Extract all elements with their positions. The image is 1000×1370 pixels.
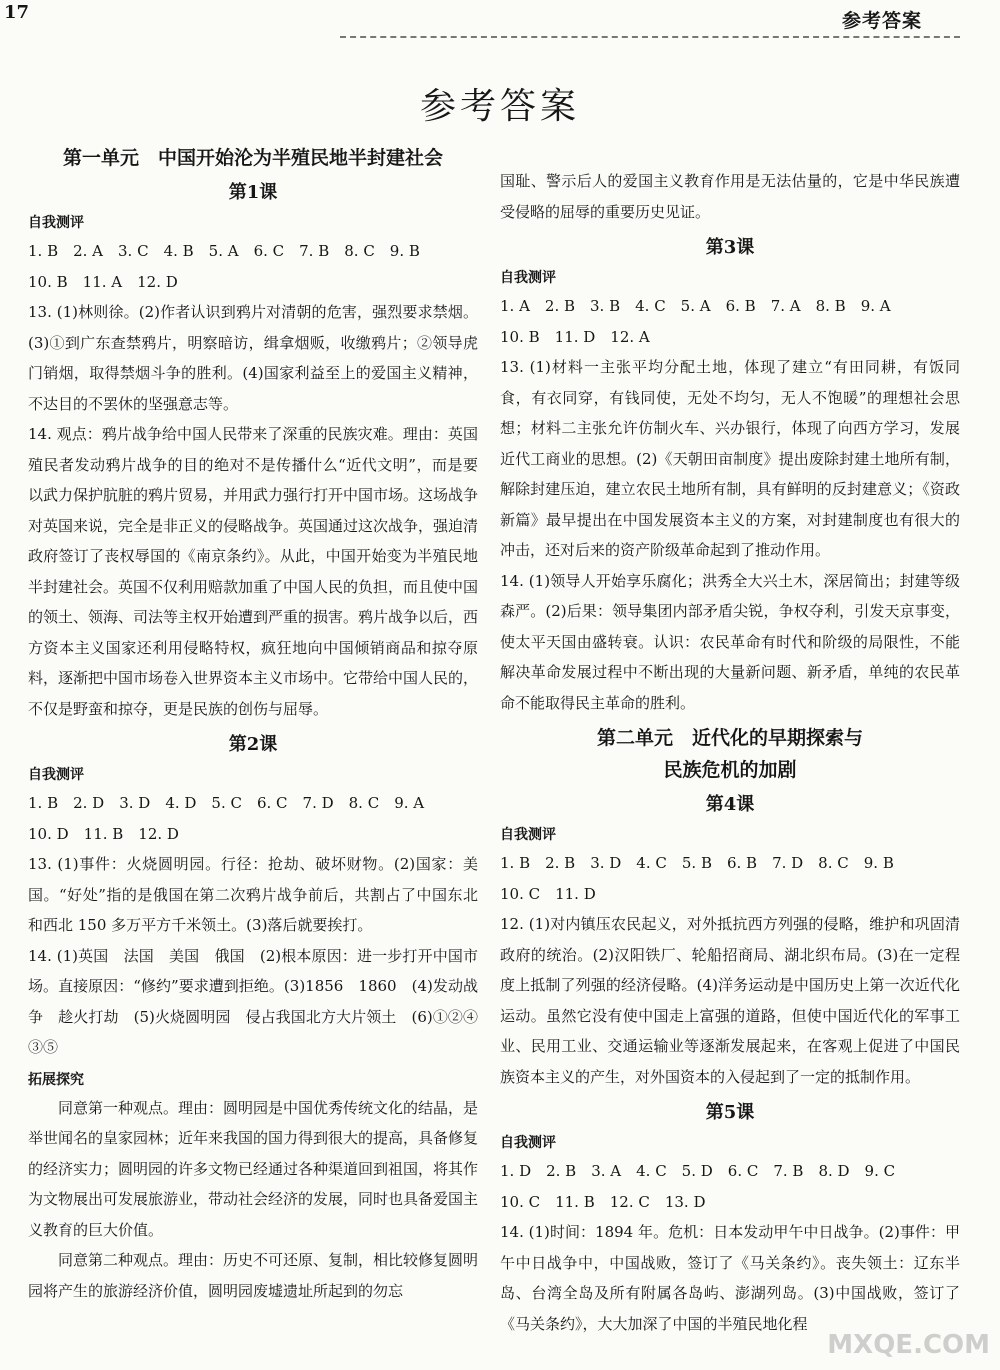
- lesson2-para: 同意第一种观点。理由：圆明园是中国优秀传统文化的结晶，是举世闻名的皇家园林；近年来我国的国力得到很大的提高，具备修复的经济实力；圆明园的许多文物已经通过各种渠道回到祖国，将其作为文物展出可发展旅游业，带动社会经济的发展，同时也具备爱国主义教育的巨大价值。: [28, 1098, 479, 1239]
- lesson1-line: 14. 观点：鸦片战争给中国人民带来了深重的民族灾难。理由：英国殖民者发动鸦片战争的目的绝对不是传播什么“近代文明”，而是要以武力保护肮脏的鸦片贸易，并用武力强行打开中国市场。这场战争对英国来说，完全是非正义的侵略战争。英国通过这次战争，强迫清政府签订了丧权辱国的《南京条约》。从此，中国开始变为半殖民地半封建社会。英国不仅利用赔款加重了中国人民的负担，而且使中国的领土、领海、司法等主权开始遭到严重的损害。鸦片战争以后，西方资本主义国家还利用侵略特权，疯狂地向中国倾销商品和掠夺原料，逐渐把中国市场卷入世界资本主义市场中。它带给中国人民的，不仅是野蛮和掠夺，更是民族的创伤与屈辱。: [28, 425, 479, 718]
- lesson5-line: 14. (1)时间：1894 年。危机：日本发动甲午中日战争。(2)事件：甲午中日战争中，中国战败，签订了《马关条约》。丧失领土：辽东半岛、台湾全岛及所有附属各岛屿、澎湖列岛。(3)中国战败，签订了《马关条约》，大大加深了中国的半殖民地化程: [500, 1223, 961, 1333]
- lesson5-section: 自我测评: [500, 1135, 556, 1151]
- right-column: [500, 140, 960, 1339]
- lesson4-title: 第4课: [705, 794, 755, 815]
- lesson1-title: 第1课: [228, 182, 278, 203]
- lesson3-line: 1. A 2. B 3. B 4. C 5. A 6. B 7. A 8. B 9. A: [500, 297, 891, 315]
- lesson4-line: 1. B 2. B 3. D 4. C 5. B 6. B 7. D 8. C 9. B: [500, 854, 894, 872]
- lesson2-line: 10. D 11. B 12. D: [28, 824, 179, 843]
- lesson2-section: 自我测评: [28, 767, 84, 783]
- corner-mark: 17: [4, 2, 30, 23]
- lesson5-title: 第5课: [705, 1102, 755, 1123]
- lesson3-section: 自我测评: [500, 270, 556, 286]
- lesson2-para: 同意第二种观点。理由：历史不可还原、复制，相比较修复圆明园将产生的旅游经济价值，圆明园废墟遗址所起到的勿忘: [28, 1251, 479, 1300]
- lesson2-line: 1. B 2. D 3. D 4. D 5. C 6. C 7. D 8. C 9. A: [28, 794, 425, 812]
- lesson2-title: 第2课: [228, 734, 278, 755]
- unit2-title-line2: 民族危机的加剧: [663, 759, 797, 781]
- lesson5-line: 1. D 2. B 3. A 4. C 5. D 6. C 7. B 8. D 9. C: [500, 1162, 896, 1180]
- lesson2-section2: 拓展探究: [28, 1071, 84, 1088]
- lesson4-line: 10. C 11. D: [500, 884, 596, 903]
- lesson2-line: 14. (1)英国 法国 美国 俄国 (2)根本原因：进一步打开中国市场。直接原因：“修约”要求遭到拒绝。(3)1856 1860 (4)发动战争 趁火打劫 (5)火烧圆明园 侵占我国北方大片领土 (6)①②④ ③⑤: [28, 946, 494, 1056]
- lesson4-section: 自我测评: [500, 827, 556, 843]
- page-title: 参考答案: [419, 86, 580, 127]
- lesson3-title: 第3课: [705, 237, 755, 258]
- lesson5-line: 10. C 11. B 12. C 13. D: [500, 1192, 706, 1211]
- lesson1-line: 1. B 2. A 3. C 4. B 5. A 6. C 7. B 8. C 9. B: [28, 242, 420, 260]
- lesson2-line: 13. (1)事件：火烧圆明园。行径：抢劫、破坏财物。(2)国家：美国。“好处”指的是俄国在第二次鸦片战争前后，共割占了中国东北和西北 150 多万平方千米领土。(3)落后就要挨打。: [28, 855, 478, 934]
- lesson3-line: 10. B 11. D 12. A: [500, 327, 650, 346]
- left-column: [28, 140, 494, 1306]
- lesson4-line: 12. (1)对内镇压农民起义，对外抵抗西方列强的侵略，维护和巩固清政府的统治。(2)汉阳铁厂、轮船招商局、湖北织布局。(3)在一定程度上抵制了列强的经济侵略。(4)洋务运动是中国历史上第一次近代化运动。虽然它没有使中国走上富强的道路，但使中国近代化的军事工业、民用工业、交通运输业等逐渐发展起来，在客观上促进了中国民族资本主义的产生，对外国资本的入侵起到了一定的抵制作用。: [500, 915, 960, 1086]
- unit2-title-line1: 第二单元 近代化的早期探索与: [596, 727, 863, 749]
- lesson3-line: 14. (1)领导人开始享乐腐化；洪秀全大兴土木，深居简出；封建等级森严。(2)后果：领导集团内部矛盾尖锐，争权夺利，引发天京事变，使太平天国由盛转衰。认识：农民革命有时代和阶级的局限性，不能解决革命发展过程中不断出现的大量新问题、新矛盾，单纯的农民革命不能取得民主革命的胜利。: [500, 571, 960, 712]
- watermark: MXQE.COM: [827, 1330, 990, 1360]
- lesson1-line: 13. (1)林则徐。(2)作者认识到鸦片对清朝的危害，强烈要求禁烟。(3)①到广东查禁鸦片，明察暗访，缉拿烟贩，收缴鸦片；②领导虎门销烟，取得禁烟斗争的胜利。(4)国家利益至上的爱国主义精神，不达目的不罢休的坚强意志等。: [28, 303, 478, 413]
- header-label: 参考答案: [841, 10, 922, 32]
- lesson3-line: 13. (1)材料一主张平均分配土地，体现了建立“有田同耕，有饭同食，有衣同穿，有钱同使，无处不均匀，无人不饱暖”的理想社会思想；材料二主张允许仿制火车、兴办银行，体现了向西方学习，发展近代工商业的思想。(2)《天朝田亩制度》提出废除封建土地所有制，解除封建压迫，建立农民土地所有制，具有鲜明的反封建意义；《资政新篇》最早提出在中国发展资本主义的方案，对封建制度也有很大的冲击，还对后来的资产阶级革命起到了推动作用。: [500, 358, 960, 559]
- lesson1-line: 10. B 11. A 12. D: [28, 272, 178, 291]
- lesson1-section: 自我测评: [28, 215, 84, 231]
- continuation-text: 国耻、警示后人的爱国主义教育作用是无法估量的，它是中华民族遭受侵略的屈辱的重要历史见证。: [500, 172, 960, 221]
- unit1-title: 第一单元 中国开始沦为半殖民地半封建社会: [62, 147, 443, 169]
